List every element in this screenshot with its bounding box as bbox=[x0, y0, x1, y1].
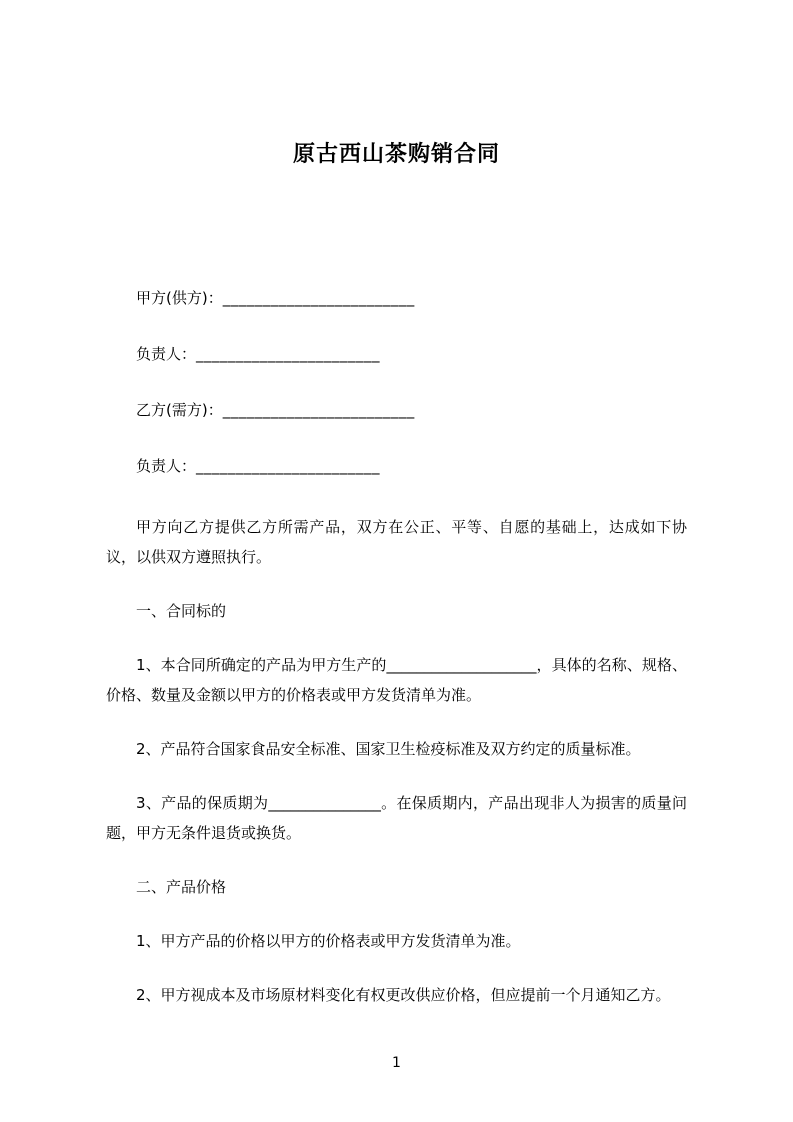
field-blank-party-a: ________________________ bbox=[222, 289, 415, 307]
field-label-party-b-manager: 负责人： bbox=[136, 457, 197, 475]
field-row-party-b-manager bbox=[136, 456, 687, 476]
field-label-party-a: 甲方(供方)： bbox=[136, 289, 223, 307]
section-2-clause-2: 2、甲方视成本及市场原材料变化有权更改供应价格，但应提前一个月通知乙方。 bbox=[136, 986, 671, 1004]
intro-paragraph: 甲方向乙方提供乙方所需产品，双方在公正、平等、自愿的基础上，达成如下协议，以供双方遵照执行。 bbox=[106, 518, 687, 566]
section-1-clause-3: 3、产品的保质期为_______________。在保质期内，产品出现非人为损害的质量问题，甲方无条件退货或换货。 bbox=[106, 794, 687, 842]
field-blank-party-a-manager: _______________________ bbox=[196, 345, 381, 363]
section-2-clause-1: 1、甲方产品的价格以甲方的价格表或甲方发货清单为准。 bbox=[136, 932, 521, 950]
field-row-party-a-manager bbox=[136, 344, 687, 364]
document-title: 原古西山茶购销合同 bbox=[292, 142, 500, 167]
party-fields bbox=[106, 288, 687, 476]
field-row-party-a bbox=[136, 288, 687, 308]
field-blank-party-b: ________________________ bbox=[222, 401, 415, 419]
section-1-clause-2: 2、产品符合国家食品安全标准、国家卫生检疫标准及双方约定的质量标准。 bbox=[136, 740, 641, 758]
field-blank-party-b-manager: _______________________ bbox=[196, 457, 381, 475]
section-1-heading: 一、合同标的 bbox=[136, 602, 227, 620]
field-label-party-b: 乙方(需方)： bbox=[136, 401, 223, 419]
field-row-party-b bbox=[136, 400, 687, 420]
section-1-clause-1: 1、本合同所确定的产品为甲方生产的____________________，具体的名称、规格、价格、数量及金额以甲方的价格表或甲方发货清单为准。 bbox=[106, 656, 687, 704]
field-label-party-a-manager: 负责人： bbox=[136, 345, 197, 363]
page-number: 1 bbox=[392, 1055, 401, 1071]
section-2-heading: 二、产品价格 bbox=[136, 878, 227, 896]
